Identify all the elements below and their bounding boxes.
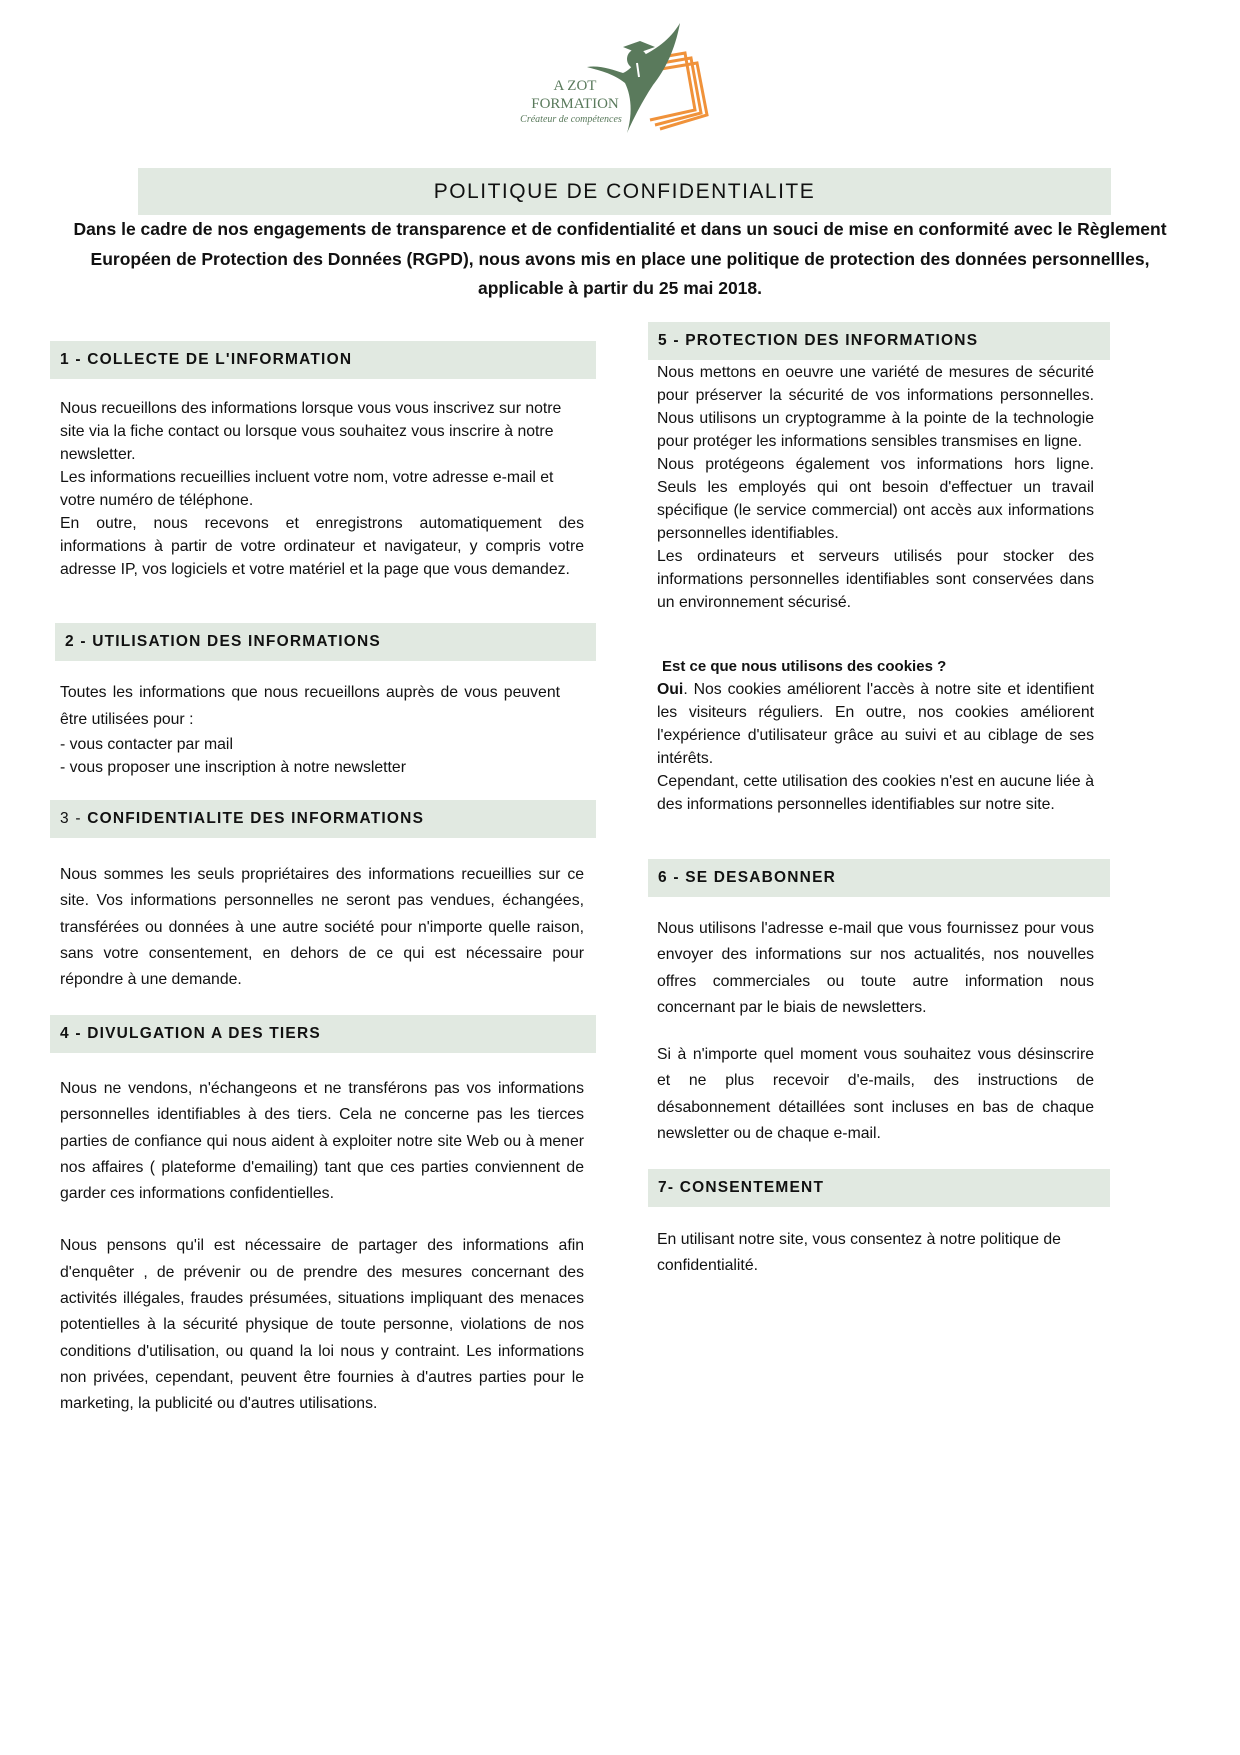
section-body-collecte xyxy=(60,397,584,581)
cookies-question: Est ce que nous utilisons des cookies ? xyxy=(662,658,947,675)
section-body-utilisation xyxy=(60,680,560,779)
intro-text: Dans le cadre de nos engagements de transparence et de confidentialité et dans un souci de mise en conformité avec le Règlement Européen de Protection des Données (RGPD), nous avons mis en place une politique de protection des données personnellles, applicable à partir du 25 mai 2018. xyxy=(73,219,1167,298)
paragraph: Nous pensons qu'il est nécessaire de partager des informations afin d'enquêter , de prévenir ou de prendre des mesures concernant des activités illégales, fraudes présumées, situations impliquant des menaces potentielles à la sécurité physique de toute personne, violations de nos conditions d'utilisation, ou quand la loi nous y contraint. Les informations non privées, cependant, peuvent être fournies à d'autres parties pour le marketing, la publicité ou d'autres utilisations. xyxy=(60,1237,584,1413)
paragraph: Si à n'importe quel moment vous souhaitez vous désinscrire et ne plus recevoir d'e-mails, des instructions de désabonnement détaillées sont incluses en bas de chaque newsletter ou de chaque e-mail. xyxy=(657,1046,1094,1143)
paragraph: Nous protégeons également vos informations hors ligne. Seuls les employés qui ont besoin d'effectuer un travail spécifique (le service commercial) ont accès aux informations personnelles identifiables. xyxy=(657,456,1094,542)
paragraph: Nous mettons en oeuvre une variété de mesures de sécurité pour préserver la sécurité de vos informations personnelles. Nous utilisons un cryptogramme à la pointe de la technologie pour protéger les informations sensibles transmises en ligne. xyxy=(657,364,1094,450)
section-heading-consentement: 7- CONSENTEMENT xyxy=(648,1169,1110,1207)
svg-text:A ZOT: A ZOT xyxy=(553,78,597,94)
section-heading-protection: 5 - PROTECTION DES INFORMATIONS xyxy=(648,322,1110,360)
section-body-divulgation xyxy=(60,1076,584,1418)
section-body-protection xyxy=(657,361,1094,614)
graduate-book-icon xyxy=(505,15,735,137)
list-item: - vous contacter par mail xyxy=(60,736,233,753)
svg-text:FORMATION: FORMATION xyxy=(531,96,619,112)
paragraph: En outre, nous recevons et enregistrons automatiquement des informations à partir de votre ordinateur et navigateur, y compris votre adresse IP, vos logiciels et votre matériel et la page que vous demandez. xyxy=(60,515,584,578)
company-logo xyxy=(505,15,735,137)
paragraph: Nous ne vendons, n'échangeons et ne transférons pas vos informations personnelles identifiables à des tiers. Cela ne concerne pas les tierces parties de confiance qui nous aident à exploiter notre site Web ou à mener nos affaires ( plateforme d'emailing) tant que ces parties conviennent de garder ces informations confidentielles. xyxy=(60,1080,584,1203)
paragraph: Nous utilisons l'adresse e-mail que vous fournissez pour vous envoyer des informations sur nos actualités, nos nouvelles offres commerciales ou toute autre information nous concernant par le biais de newsletters. xyxy=(657,920,1094,1016)
paragraph: Les informations recueillies incluent votre nom, votre adresse e-mail et votre numéro de téléphone. xyxy=(60,469,554,509)
section-body-desabonner xyxy=(657,916,1094,1147)
section-heading-divulgation: 4 - DIVULGATION A DES TIERS xyxy=(50,1015,596,1053)
cookies-block xyxy=(657,655,1094,816)
section-heading-confidentialite: 3 - CONFIDENTIALITE DES INFORMATIONS xyxy=(50,800,596,838)
cookies-answer: Oui. Nos cookies améliorent l'accès à notre site et identifient les visiteurs réguliers. En outre, nos cookies améliorent l'expérience d'utilisateur grâce au suivi et au ciblage de ses intérêts. xyxy=(657,681,1094,767)
section-heading-collecte: 1 - COLLECTE DE L'INFORMATION xyxy=(50,341,596,379)
list-item: - vous proposer une inscription à notre newsletter xyxy=(60,759,406,776)
paragraph: En utilisant notre site, vous consentez à notre politique de confidentialité. xyxy=(657,1231,1061,1275)
paragraph: Toutes les informations que nous recueillons auprès de vous peuvent être utilisées pour : xyxy=(60,684,560,728)
paragraph: Les ordinateurs et serveurs utilisés pour stocker des informations personnelles identifiables sont conservées dans un environnement sécurisé. xyxy=(657,548,1094,611)
section-heading-utilisation: 2 - UTILISATION DES INFORMATIONS xyxy=(55,623,596,661)
paragraph: Nous sommes les seuls propriétaires des informations recueillies sur ce site. Vos informations personnelles ne seront pas vendues, échangées, transférées ou données à une autre société pour n'importe quelle raison, sans votre consentement, en dehors de ce qui est nécessaire pour répondre à une demande. xyxy=(60,866,584,989)
section-heading-desabonner: 6 - SE DESABONNER xyxy=(648,859,1110,897)
cookies-note: Cependant, cette utilisation des cookies n'est en aucune liée à des informations personnelles identifiables sur notre site. xyxy=(657,773,1094,813)
svg-text:Créateur de compétences: Créateur de compétences xyxy=(520,114,622,125)
page-title-bar xyxy=(138,168,1111,215)
paragraph: Nous recueillons des informations lorsque vous vous inscrivez sur notre site via la fiche contact ou lorsque vous souhaitez vous inscrire à notre newsletter. xyxy=(60,400,562,463)
section-body-confidentialite xyxy=(60,862,584,993)
section-body-consentement xyxy=(657,1227,1082,1280)
page-title: POLITIQUE DE CONFIDENTIALITE xyxy=(433,179,816,203)
